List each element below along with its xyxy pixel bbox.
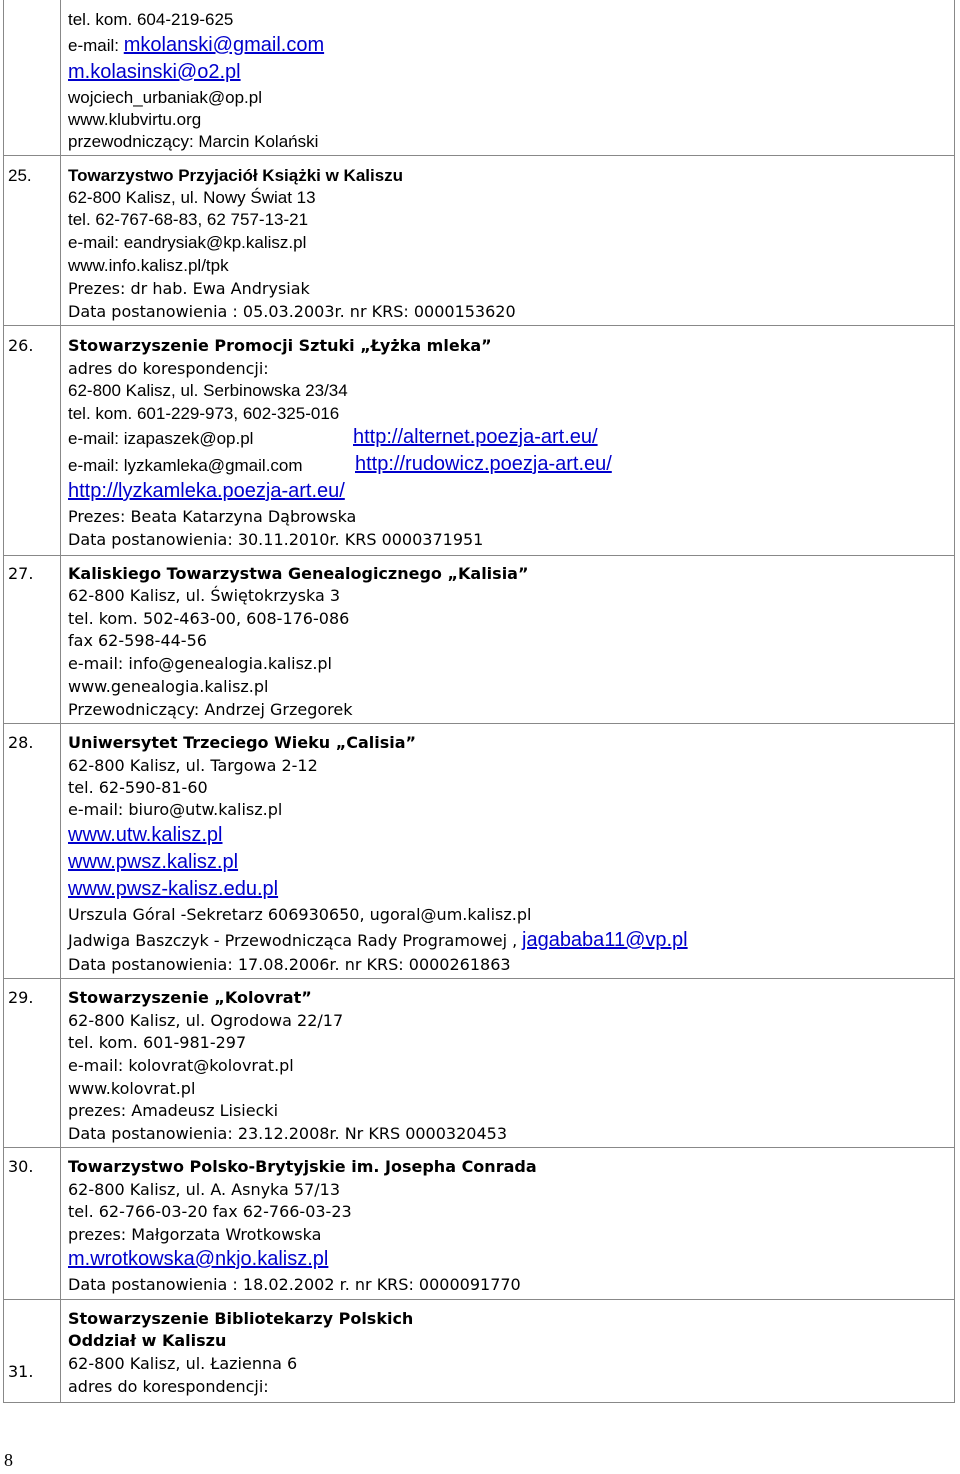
entry-line: www.klubvirtu.org [68,110,202,129]
table-border-column [60,0,61,1403]
entry-line: www.kolovrat.pl [68,1079,196,1098]
entry-line: 62-800 Kalisz, ul. Targowa 2-12 [68,756,318,775]
email-link[interactable]: m.kolasinski@o2.pl [68,61,241,83]
email-text: e-mail: izapaszek@op.pl [68,429,254,448]
entry-line: tel. 62-590-81-60 [68,778,208,797]
entry-line: Prezes: dr hab. Ewa Andrysiak [68,279,310,298]
entry-line: 62-800 Kalisz, ul. Serbinowska 23/34 [68,381,348,400]
entry-line: Data postanowienia: 30.11.2010r. KRS 0000371951 [68,530,484,549]
row-divider [3,325,955,326]
entry-number: 28. [8,733,34,752]
entry-line: Urszula Góral -Sekretarz 606930650, ugoral@um.kalisz.pl [68,905,532,924]
entry-subtitle: Oddział w Kaliszu [68,1331,227,1350]
entry-line: tel. kom. 604-219-625 [68,10,234,29]
entry-line: adres do korespondencji: [68,1377,269,1396]
entry-line: tel. 62-766-03-20 fax 62-766-03-23 [68,1202,352,1221]
entry-line: adres do korespondencji: [68,359,269,378]
entry-line: Prezes: Beata Katarzyna Dąbrowska [68,507,357,526]
entry-line: Data postanowienia: 17.08.2006r. nr KRS: 0000261863 [68,955,511,974]
entry-line: tel. kom. 502-463-00, 608-176-086 [68,609,350,628]
entry-title: Uniwersytet Trzeciego Wieku „Calisia” [68,733,417,752]
entry-line: Przewodniczący: Andrzej Grzegorek [68,700,353,719]
email-label: e-mail: [68,36,120,55]
entry-line: www.info.kalisz.pl/tpk [68,256,229,275]
entry-line [68,35,324,56]
entry-line: Data postanowienia : 18.02.2002 r. nr KRS: 0000091770 [68,1275,521,1294]
entry-title: Stowarzyszenie Promocji Sztuki „Łyżka mleka” [68,336,492,355]
entry-number: 31. [8,1362,34,1381]
email-link[interactable]: m.wrotkowska@nkjo.kalisz.pl [68,1248,329,1270]
entry-line: e-mail: biuro@utw.kalisz.pl [68,800,283,819]
email-text: e-mail: lyzkamleka@gmail.com [68,456,303,475]
entry-line: 62-800 Kalisz, ul. A. Asnyka 57/13 [68,1180,341,1199]
website-link[interactable]: www.pwsz-kalisz.edu.pl [68,878,279,900]
entry-title: Kaliskiego Towarzystwa Genealogicznego „Kalisia” [68,564,529,583]
row-divider [3,978,955,979]
entry-line: fax 62-598-44-56 [68,631,207,650]
row-divider [3,1402,955,1403]
entry-line [68,429,253,449]
email-link[interactable]: mkolanski@gmail.com [123,34,325,56]
website-link[interactable]: www.pwsz.kalisz.pl [68,851,239,873]
entry-number: 29. [8,988,34,1007]
entry-line: tel. kom. 601-229-973, 602-325-016 [68,404,340,423]
entry-line: Data postanowienia: 23.12.2008r. Nr KRS 0000320453 [68,1124,507,1143]
entry-line: e-mail: info@genealogia.kalisz.pl [68,654,332,673]
row-divider [3,555,955,556]
entry-line: e-mail: kolovrat@kolovrat.pl [68,1056,294,1075]
entry-line [68,456,303,476]
entry-number: 30. [8,1157,34,1176]
entry-line: e-mail: eandrysiak@kp.kalisz.pl [68,233,307,252]
website-link[interactable]: http://alternet.poezja-art.eu/ [353,426,598,448]
entry-line: Data postanowienia : 05.03.2003r. nr KRS: 0000153620 [68,302,516,321]
entry-line: tel. kom. 601-981-297 [68,1033,247,1052]
row-divider [3,1147,955,1148]
entry-line: 62-800 Kalisz, ul. Świętokrzyska 3 [68,586,341,605]
table-border-right [954,0,955,1403]
entry-title: Stowarzyszenie „Kolovrat” [68,988,312,1007]
entry-line: prezes: Amadeusz Lisiecki [68,1101,279,1120]
email-link[interactable]: jagababa11@vp.pl [522,929,688,951]
entry-title: Stowarzyszenie Bibliotekarzy Polskich [68,1309,414,1328]
entry-line [68,930,688,951]
entry-number: 25. [8,166,32,185]
entry-line: tel. 62-767-68-83, 62 757-13-21 [68,210,309,229]
row-divider [3,1299,955,1300]
entry-text: Jadwiga Baszczyk - Przewodnicząca Rady Programowej , [68,931,518,950]
row-divider [3,155,955,156]
entry-line: prezes: Małgorzata Wrotkowska [68,1225,322,1244]
entry-line: 62-800 Kalisz, ul. Łazienna 6 [68,1354,298,1373]
page-number: 8 [4,1450,13,1470]
website-link[interactable]: http://rudowicz.poezja-art.eu/ [355,453,612,475]
entry-title: Towarzystwo Przyjaciół Książki w Kaliszu [68,166,404,185]
website-link[interactable]: http://lyzkamleka.poezja-art.eu/ [68,480,345,502]
entry-title: Towarzystwo Polsko-Brytyjskie im. Josepha Conrada [68,1157,537,1176]
website-link[interactable]: www.utw.kalisz.pl [68,824,223,846]
row-divider [3,723,955,724]
entry-line: 62-800 Kalisz, ul. Nowy Świat 13 [68,188,316,207]
table-border-left [3,0,4,1403]
entry-line: www.genealogia.kalisz.pl [68,677,269,696]
entry-line: 62-800 Kalisz, ul. Ogrodowa 22/17 [68,1011,344,1030]
entry-line: przewodniczący: Marcin Kolański [68,132,319,151]
entry-line: wojciech_urbaniak@op.pl [68,88,262,107]
entry-number: 27. [8,564,34,583]
entry-number: 26. [8,336,34,355]
